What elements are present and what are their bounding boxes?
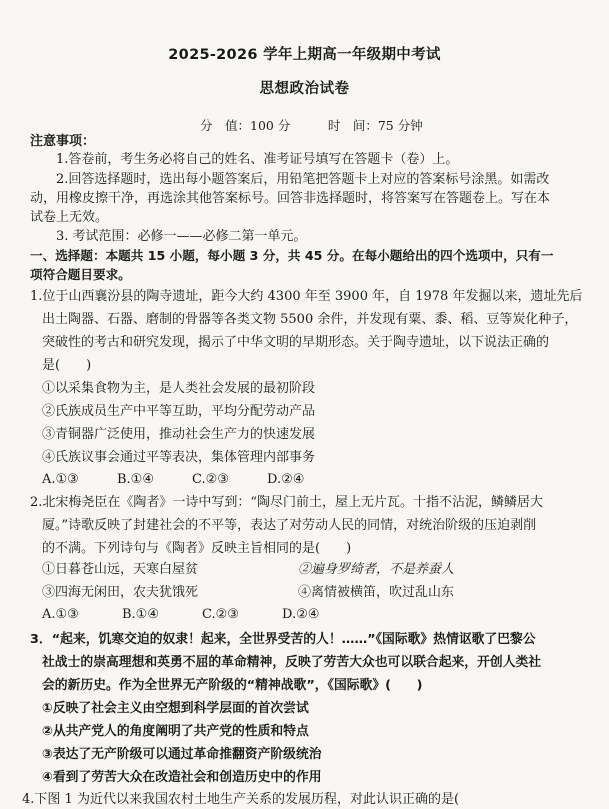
q1-choice-d: D.②④ — [267, 472, 305, 487]
q3-option-1: ①反映了社会主义由空想到科学层面的首次尝试 — [42, 701, 309, 716]
q2-choice-c: C.②③ — [202, 607, 239, 622]
q2-option-3: ③四海无闲田，农夫犹饿死 — [42, 585, 199, 600]
exam-subtitle: 思想政治试卷 — [259, 81, 350, 97]
q2-option-1: ①日暮苍山远，天寒白屋贫 — [42, 562, 199, 577]
q3-option-2: ②从共产党人的角度阐明了共产党的性质和特点 — [42, 724, 309, 739]
q3-stem-line-3: 会的新历史。作为全世界无产阶级的“精神战歌”，《国际歌》( ) — [42, 678, 423, 693]
q1-option-4: ④氏族议事会通过平等表决，集体管理内部事务 — [42, 450, 316, 465]
exam-title: 2025-2026 学年上期高一年级期中考试 — [168, 47, 441, 63]
q1-stem-line-1: 1.位于山西襄汾县的陶寺遗址，距今大约 4300 年至 3900 年，自 1978 年发掘以来，遗址先后 — [30, 289, 583, 304]
notice-item-2-line-3: 试卷上无效。 — [30, 210, 109, 225]
notice-heading: 注意事项： — [30, 134, 96, 149]
section-heading-line-1: 一、选择题：本题共 15 小题，每小题 3 分，共 45 分。在每小题给出的四个选项中，只有一 — [30, 248, 554, 263]
q2-option-4: ④离情被横笛，吹过乱山东 — [298, 585, 455, 600]
q1-option-3: ③青铜器广泛使用，推动社会生产力的快速发展 — [42, 427, 316, 442]
notice-item-3: 3. 考试范围：必修一——必修二第一单元。 — [56, 229, 307, 244]
notice-item-2-line-1: 2.回答选择题时，选出每小题答案后，用铅笔把答题卡上对应的答案标号涂黑。如需改 — [56, 172, 550, 187]
q1-choice-a: A.①③ — [42, 472, 79, 487]
q2-choice-d: D.②④ — [282, 607, 320, 622]
q2-stem-line-3: 的不满。下列诗句与《陶者》反映主旨相同的是( ) — [42, 541, 352, 556]
q2-choice-b: B.①④ — [122, 607, 159, 622]
q3-option-4: ④看到了劳苦大众在改造社会和创造历史中的作用 — [42, 770, 322, 785]
q1-option-1: ①以采集食物为主，是人类社会发展的最初阶段 — [42, 381, 316, 396]
score-time-info: 分 值：100 分 时 间：75 分钟 — [200, 118, 423, 133]
q3-stem-line-2: 社战士的崇高理想和英勇不屈的革命精神，反映了劳苦大众也可以联合起来，开创人类社 — [42, 655, 542, 670]
q1-stem-line-2: 出土陶器、石器、磨制的骨器等各类文物 5500 余件，并发现有粟、黍、稻、豆等炭化种子， — [42, 312, 578, 327]
q2-option-2: ②遍身罗绮者，不是养蚕人 — [298, 562, 455, 577]
q1-stem-line-3: 突破性的考古和研究发现，揭示了中华文明的早期形态。关于陶寺遗址，以下说法正确的 — [42, 335, 550, 350]
q1-stem-line-4: 是( ) — [42, 358, 92, 373]
q2-choices — [42, 607, 319, 622]
q2-stem-line-1: 2.北宋梅尧臣在《陶者》一诗中写到：“陶尽门前土，屋上无片瓦。十指不沾泥，鳞鳞居大 — [30, 495, 544, 510]
notice-item-2-line-2: 动，用橡皮擦干净，再选涂其他答案标号。回答非选择题时，将答案写在答题卷上。写在本 — [30, 191, 551, 206]
q1-choices — [42, 472, 304, 487]
q1-choice-c: C.②③ — [192, 472, 229, 487]
q2-stem-line-2: 厦。”诗歌反映了封建社会的不平等，表达了对劳动人民的同情，对统治阶级的压迫剥削 — [42, 518, 537, 533]
q4-stem-line-1: 4.下图 1 为近代以来我国农村土地生产关系的发展历程，对此认识正确的是( — [22, 792, 460, 807]
q2-choice-a: A.①③ — [42, 607, 79, 622]
q3-stem-line-1: 3．“起来，饥寒交迫的奴隶！起来，全世界受苦的人！……”《国际歌》热情讴歌了巴黎公 — [30, 632, 536, 647]
notice-item-1: 1.答卷前，考生务必将自己的姓名、准考证号填写在答题卡（卷）上。 — [56, 152, 459, 167]
q3-option-3: ③表达了无产阶级可以通过革命推翻资产阶级统治 — [42, 747, 322, 762]
q1-option-2: ②氏族成员生产中平等互助，平均分配劳动产品 — [42, 404, 316, 419]
q1-choice-b: B.①④ — [117, 472, 154, 487]
section-heading-line-2: 项符合题目要求。 — [30, 267, 131, 282]
